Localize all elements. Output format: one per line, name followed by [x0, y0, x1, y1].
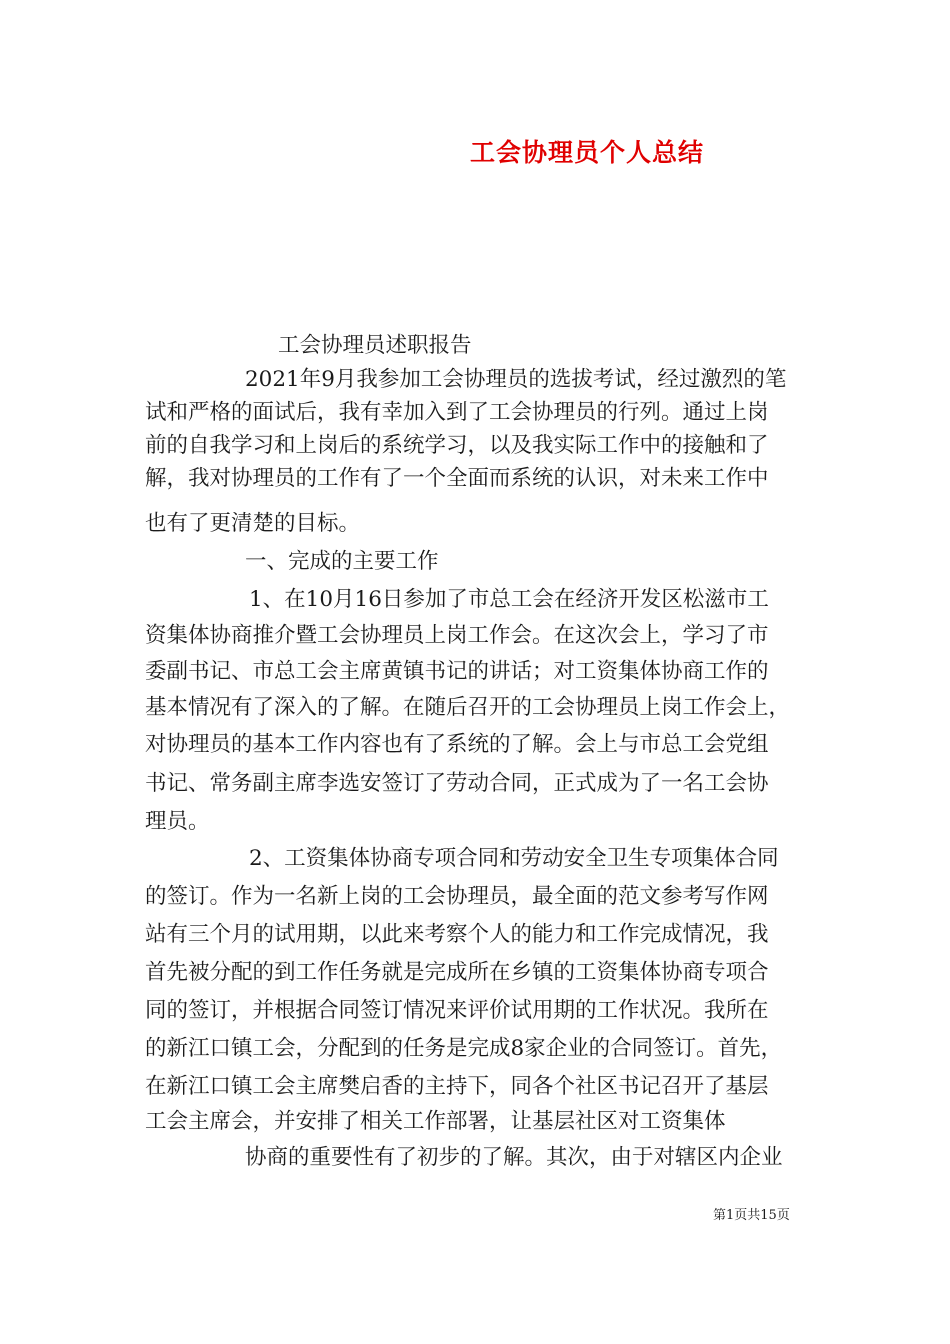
- paragraph-line: 前的自我学习和上岗后的系统学习，以及我实际工作中的接触和了: [145, 433, 769, 458]
- paragraph-line: 的签订。作为一名新上岗的工会协理员，最全面的范文参考写作网: [145, 884, 769, 909]
- paragraph-line: 理员。: [145, 809, 210, 834]
- paragraph-line: 解，我对协理员的工作有了一个全面而系统的认识，对未来工作中: [145, 466, 769, 491]
- paragraph-line: 1、在10月16日参加了市总工会在经济开发区松滋市工: [249, 587, 769, 612]
- paragraph-line: 首先被分配的到工作任务就是完成所在乡镇的工资集体协商专项合: [145, 960, 769, 985]
- paragraph-line: 2021年9月我参加工会协理员的选拔考试，经过激烈的笔: [245, 367, 787, 392]
- paragraph-line: 工会主席会，并安排了相关工作部署，让基层社区对工资集体: [145, 1109, 726, 1134]
- page-number: 第1页共15页: [713, 1208, 790, 1223]
- document-title: 工会协理员个人总结: [470, 138, 705, 167]
- paragraph-line: 同的签订，并根据合同签订情况来评价试用期的工作状况。我所在: [145, 998, 769, 1023]
- paragraph-line: 委副书记、市总工会主席黄镇书记的讲话；对工资集体协商工作的: [145, 659, 769, 684]
- paragraph-line: 对协理员的基本工作内容也有了系统的了解。会上与市总工会党组: [145, 732, 769, 757]
- paragraph-line: 协商的重要性有了初步的了解。其次，由于对辖区内企业: [245, 1145, 783, 1170]
- paragraph-line: 站有三个月的试用期，以此来考察个人的能力和工作完成情况，我: [145, 922, 769, 947]
- paragraph-line: 的新江口镇工会，分配到的任务是完成8家企业的合同签订。首先，: [145, 1036, 783, 1061]
- report-subtitle: 工会协理员述职报告: [278, 333, 472, 358]
- paragraph-line: 在新江口镇工会主席樊启香的主持下，同各个社区书记召开了基层: [145, 1074, 769, 1099]
- paragraph-line: 资集体协商推介暨工会协理员上岗工作会。在这次会上，学习了市: [145, 623, 769, 648]
- paragraph-line: 也有了更清楚的目标。: [145, 511, 361, 536]
- paragraph-line: 书记、常务副主席李选安签订了劳动合同，正式成为了一名工会协: [145, 771, 769, 796]
- paragraph-line: 试和严格的面试后，我有幸加入到了工会协理员的行列。通过上岗: [145, 400, 769, 425]
- paragraph-line: 基本情况有了深入的了解。在随后召开的工会协理员上岗工作会上，: [145, 695, 791, 720]
- section-heading: 一、完成的主要工作: [245, 549, 439, 574]
- paragraph-line: 2、工资集体协商专项合同和劳动安全卫生专项集体合同: [249, 846, 779, 871]
